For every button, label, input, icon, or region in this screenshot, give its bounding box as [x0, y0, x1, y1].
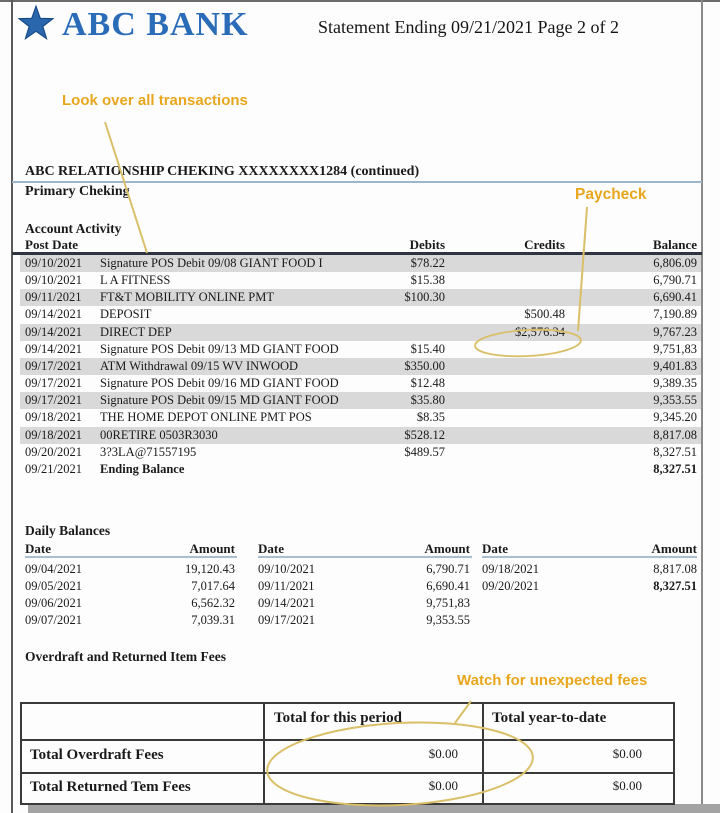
fees-period-value: $0.00: [428, 778, 458, 793]
fees-col-header-ytd: Total year-to-date: [492, 710, 607, 726]
account-title: ABC RELATIONSHIP CHEKING XXXXXXXX1284 (continued): [25, 164, 420, 179]
fees-table-border: [20, 803, 675, 805]
db-date-header: Date: [482, 541, 508, 556]
db-amount: 6,790.71: [426, 562, 470, 576]
debit-amount: $350.00: [404, 359, 445, 373]
db-amount: 8,327.51: [653, 579, 697, 593]
transaction-row: [20, 324, 701, 341]
db-date: 09/10/2021: [258, 562, 315, 576]
annotation-line-fees: [455, 701, 471, 723]
post-date: 09/14/2021: [25, 307, 82, 321]
debit-amount: $100.30: [404, 290, 445, 304]
balance-amount: 9,389.35: [653, 376, 697, 390]
fees-table-border: [20, 739, 675, 741]
debit-amount: $15.38: [410, 273, 445, 287]
description: THE HOME DEPOT ONLINE PMT POS: [100, 410, 312, 424]
description: Signature POS Debit 09/13 MD GIANT FOOD: [100, 342, 339, 356]
col-header-debits: Debits: [409, 237, 445, 252]
transaction-row: [20, 427, 701, 444]
description: ATM Withdrawal 09/15 WV INWOOD: [100, 359, 299, 373]
db-date: 09/06/2021: [25, 596, 82, 610]
db-amount: 8,817.08: [653, 562, 697, 576]
fees-row-label: Total Returned Tem Fees: [30, 779, 191, 795]
activity-heading: Account Activity: [25, 221, 122, 236]
post-date: 09/14/2021: [25, 342, 82, 356]
db-amount: 6,690.41: [426, 579, 470, 593]
debit-amount: $35.80: [410, 393, 445, 407]
transaction-row: [20, 409, 701, 426]
col-header-post-date: Post Date: [25, 237, 79, 252]
col-header-credits: Credits: [524, 237, 565, 252]
divider: [25, 556, 237, 558]
db-amount: 7,017.64: [191, 579, 235, 593]
debit-amount: $489.57: [404, 445, 445, 459]
db-date: 09/14/2021: [258, 596, 315, 610]
page-top-edge: [0, 0, 720, 2]
credit-amount: $2,576.34: [515, 325, 565, 339]
description: Signature POS Debit 09/15 MD GIANT FOOD: [100, 393, 339, 407]
db-date: 09/04/2021: [25, 562, 82, 576]
post-date: 09/18/2021: [25, 410, 82, 424]
divider: [258, 556, 472, 558]
post-date: 09/17/2021: [25, 376, 82, 390]
db-amount: 9,353.55: [426, 613, 470, 627]
bank-logo-text: ABC BANK: [62, 6, 249, 43]
db-amount: 9,751,83: [426, 596, 470, 610]
page-left-edge: [11, 0, 13, 813]
divider: [482, 556, 697, 558]
post-date: 09/18/2021: [25, 428, 82, 442]
page-right-edge: [701, 0, 703, 813]
post-date: 09/14/2021: [25, 325, 82, 339]
fees-ytd-value: $0.00: [612, 746, 642, 761]
db-amount: 19,120.43: [185, 562, 235, 576]
balance-amount: 6,790.71: [653, 273, 697, 287]
fees-table-border: [20, 772, 675, 774]
fees-table-border: [20, 702, 675, 704]
post-date: 09/10/2021: [25, 273, 82, 287]
star-icon: [18, 5, 54, 41]
balance-amount: 9,353.55: [653, 393, 697, 407]
transaction-row: [20, 358, 701, 375]
db-amount: 6,562.32: [191, 596, 235, 610]
transaction-row: [20, 289, 701, 306]
balance-amount: 9,401.83: [653, 359, 697, 373]
balance-amount: 9,751,83: [653, 342, 697, 356]
post-date: 09/17/2021: [25, 393, 82, 407]
balance-amount: 7,190.89: [653, 307, 697, 321]
transaction-row: [20, 306, 701, 323]
transaction-row: [20, 255, 701, 272]
debit-amount: $15.40: [410, 342, 445, 356]
daily-balance-row: [20, 612, 701, 629]
description: 00RETIRE 0503R3030: [100, 428, 218, 442]
statement-ending-line: Statement Ending 09/21/2021 Page 2 of 2: [318, 17, 619, 37]
db-amount-header: Amount: [651, 541, 697, 556]
description: Signature POS Debit 09/08 GIANT FOOD I: [100, 256, 323, 270]
page-bottom-edge: [28, 804, 720, 813]
daily-balance-row: [20, 595, 701, 612]
post-date: 09/10/2021: [25, 256, 82, 270]
transaction-row: [20, 392, 701, 409]
db-date: 09/11/2021: [258, 579, 315, 593]
post-date: 09/17/2021: [25, 359, 82, 373]
balance-amount: 6,690.41: [653, 290, 697, 304]
daily-balance-row: [20, 561, 701, 578]
db-date: 09/05/2021: [25, 579, 82, 593]
account-subtitle: Primary Cheking: [25, 184, 130, 199]
db-amount-header: Amount: [189, 541, 235, 556]
debit-amount: $12.48: [410, 376, 445, 390]
debit-amount: $78.22: [410, 256, 445, 270]
db-date: 09/20/2021: [482, 579, 539, 593]
transaction-row: [20, 375, 701, 392]
daily-balances-heading: Daily Balances: [25, 523, 111, 538]
daily-balance-row: [20, 578, 701, 595]
balance-amount: 9,345.20: [653, 410, 697, 424]
divider: [12, 181, 702, 183]
balance-amount: 6,806.09: [653, 256, 697, 270]
db-date: 09/18/2021: [482, 562, 539, 576]
description: L A FITNESS: [100, 273, 171, 287]
db-date-header: Date: [25, 541, 51, 556]
balance-amount: 8,327.51: [653, 462, 697, 476]
description: Signature POS Debit 09/16 MD GIANT FOOD: [100, 376, 339, 390]
balance-amount: 9,767.23: [653, 325, 697, 339]
post-date: 09/20/2021: [25, 445, 82, 459]
transaction-row: [20, 272, 701, 289]
transaction-row: [20, 444, 701, 461]
fees-ytd-value: $0.00: [612, 778, 642, 793]
post-date: 09/21/2021: [25, 462, 82, 476]
description: DEPOSIT: [100, 307, 152, 321]
credit-amount: $500.48: [524, 307, 565, 321]
balance-amount: 8,817.08: [653, 428, 697, 442]
debit-amount: $528.12: [404, 428, 445, 442]
db-date-header: Date: [258, 541, 284, 556]
post-date: 09/11/2021: [25, 290, 82, 304]
description: 3?3LA@71557195: [100, 445, 197, 459]
transaction-row-ending-balance: [20, 461, 701, 478]
fees-period-value: $0.00: [428, 746, 458, 761]
fees-heading: Overdraft and Returned Item Fees: [25, 649, 226, 664]
col-header-balance: Balance: [652, 237, 697, 252]
description: Ending Balance: [100, 462, 185, 476]
annotation-fees: Watch for unexpected fees: [457, 672, 648, 689]
fees-circle: [265, 716, 535, 812]
transaction-row: [20, 341, 701, 358]
db-date: 09/17/2021: [258, 613, 315, 627]
annotation-transactions: Look over all transactions: [62, 92, 248, 109]
description: DIRECT DEP: [100, 325, 172, 339]
fees-col-header-period: Total for this period: [274, 710, 402, 726]
description: FT&T MOBILITY ONLINE PMT: [100, 290, 274, 304]
db-amount-header: Amount: [424, 541, 470, 556]
fees-table-border: [263, 702, 265, 805]
fees-row-label: Total Overdraft Fees: [30, 747, 164, 763]
balance-amount: 8,327.51: [653, 445, 697, 459]
db-amount: 7,039.31: [191, 613, 235, 627]
fees-table-border: [482, 702, 484, 805]
fees-table-border: [673, 702, 675, 805]
annotation-paycheck: Paycheck: [575, 186, 647, 203]
fees-table-border: [20, 702, 22, 805]
db-date: 09/07/2021: [25, 613, 82, 627]
debit-amount: $8.35: [416, 410, 445, 424]
